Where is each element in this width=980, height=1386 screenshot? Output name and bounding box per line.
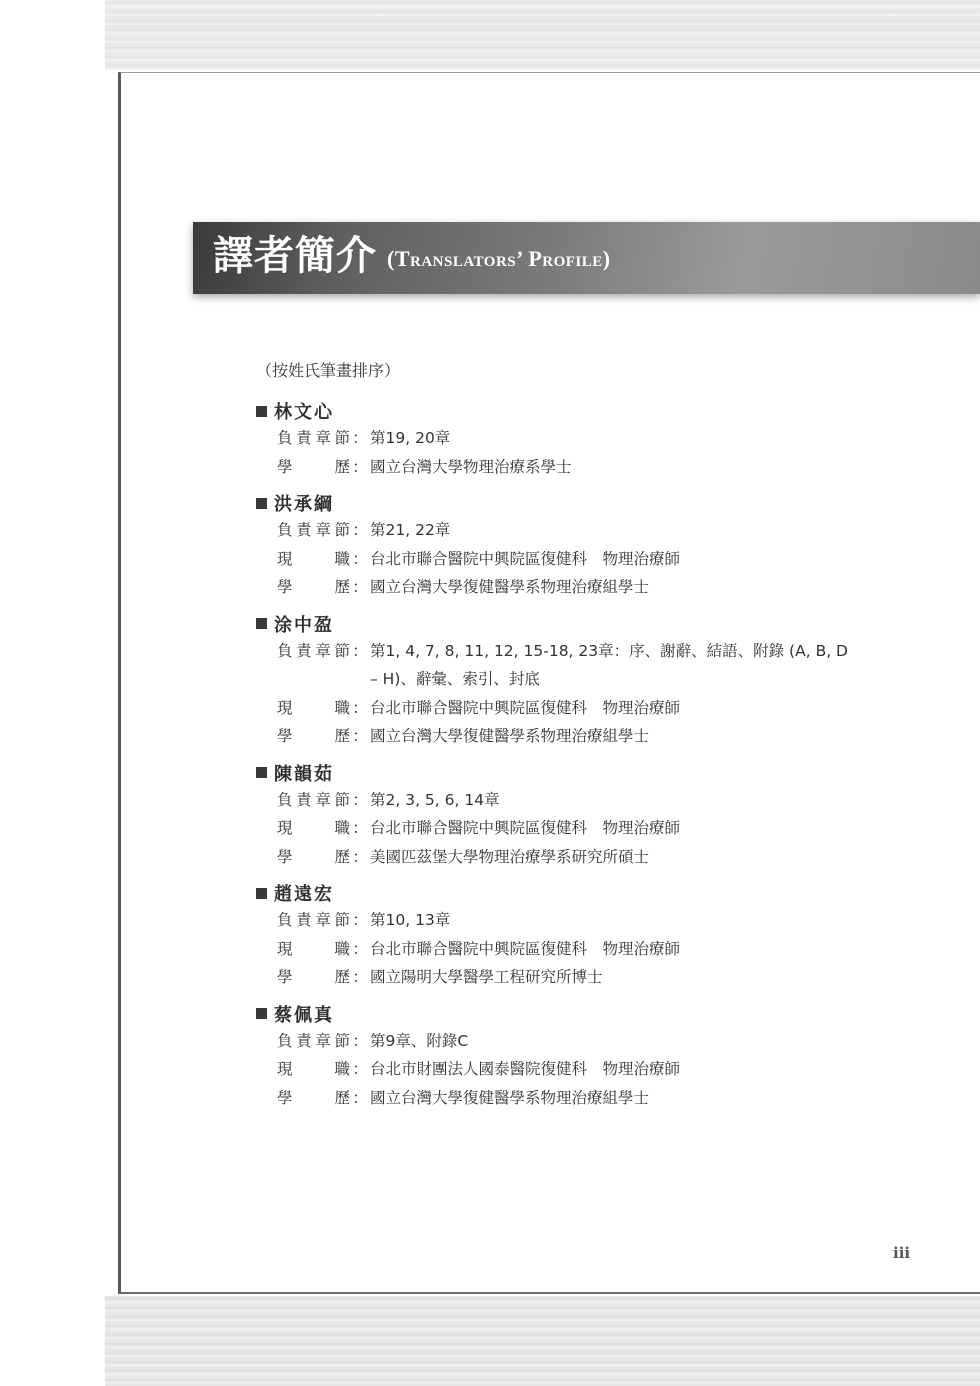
colon-separator: ： [352, 521, 368, 539]
info-value: 台北市聯合醫院中興院區復健科 物理治療師 [370, 698, 681, 717]
scan-band-top [105, 0, 980, 70]
info-row [277, 722, 896, 751]
info-value: 國立陽明大學醫學工程研究所博士 [370, 968, 603, 986]
info-row [277, 1027, 896, 1056]
translator-name: 涂中盈 [274, 614, 334, 636]
info-label: 現職 [277, 549, 350, 568]
square-bullet-icon [256, 498, 267, 509]
colon-separator: ： [352, 968, 368, 986]
info-label: 負責章節 [277, 521, 350, 539]
info-value: 台北市聯合醫院中興院區復健科 物理治療師 [370, 939, 681, 958]
info-label: 學歷 [277, 968, 350, 986]
info-value: 台北市聯合醫院中興院區復健科 物理治療師 [370, 819, 681, 837]
colon-separator: ： [352, 847, 368, 866]
square-bullet-icon [256, 618, 267, 629]
page-number: iii [893, 1244, 911, 1262]
translator-name: 陳韻茹 [274, 763, 334, 785]
translator-entry [256, 490, 896, 602]
translator-name-row [256, 398, 896, 424]
info-row [277, 814, 896, 843]
translator-entry [256, 398, 896, 481]
info-value: 第2, 3, 5, 6, 14章 [370, 790, 500, 809]
translator-name: 洪承綱 [274, 494, 334, 515]
info-label: 現職 [277, 819, 350, 837]
info-value: 第21, 22章 [370, 521, 451, 539]
square-bullet-icon [256, 888, 267, 899]
translator-name: 林文心 [274, 402, 334, 423]
square-bullet-icon [256, 767, 267, 778]
info-label: 學歷 [277, 457, 350, 476]
title-english: (Translators’ Profile) [387, 246, 611, 271]
scan-band-bottom [105, 1296, 980, 1386]
info-row [277, 453, 896, 482]
info-value: 美國匹茲堡大學物理治療學系研究所碩士 [370, 847, 650, 866]
colon-separator: ： [352, 939, 368, 958]
colon-separator: ： [352, 911, 368, 929]
info-value: 第10, 13章 [370, 911, 451, 929]
title-chinese: 譯者簡介 [213, 232, 377, 279]
colon-separator: ： [352, 549, 368, 568]
info-row [277, 573, 896, 602]
info-row [277, 637, 896, 694]
translator-entry [256, 880, 896, 992]
colon-separator: ： [352, 429, 368, 447]
info-value: 第9章、附錄C [370, 1031, 469, 1050]
info-value: 國立台灣大學復健醫學系物理治療組學士 [370, 1088, 650, 1107]
translator-name-row [256, 490, 896, 516]
info-row [277, 843, 896, 872]
translator-entry [256, 760, 896, 872]
info-value: 台北市財團法人國泰醫院復健科 物理治療師 [370, 1060, 681, 1078]
colon-separator: ： [352, 1031, 368, 1050]
info-row [277, 1084, 896, 1113]
info-label: 現職 [277, 1060, 350, 1078]
translator-name-row [256, 1001, 896, 1027]
translator-name-row [256, 760, 896, 786]
translator-name-row [256, 611, 896, 637]
info-value: 台北市聯合醫院中興院區復健科 物理治療師 [370, 549, 681, 568]
translator-name-row [256, 880, 896, 906]
info-value: 國立台灣大學復健醫學系物理治療組學士 [370, 578, 650, 596]
info-row [277, 963, 896, 992]
info-label: 現職 [277, 939, 350, 958]
info-label: 學歷 [277, 578, 350, 596]
square-bullet-icon [256, 406, 267, 417]
sort-note: （按姓氏筆畫排序） [256, 361, 401, 380]
info-row [277, 906, 896, 935]
colon-separator: ： [352, 1088, 368, 1107]
info-label: 負責章節 [277, 911, 350, 929]
info-label: 負責章節 [277, 790, 350, 809]
translator-entry [256, 1001, 896, 1113]
translator-list [256, 398, 896, 1121]
info-label: 負責章節 [277, 429, 350, 447]
info-label: 負責章節 [277, 1031, 350, 1050]
colon-separator: ： [352, 457, 368, 476]
info-row [277, 545, 896, 574]
translator-name: 趙遠宏 [274, 884, 334, 905]
info-row [277, 935, 896, 964]
info-label: 負責章節 [277, 641, 350, 660]
colon-separator: ： [352, 698, 368, 717]
info-row [277, 424, 896, 453]
square-bullet-icon [256, 1008, 267, 1019]
page-title [213, 230, 611, 285]
colon-separator: ： [352, 727, 368, 745]
info-value: 第19, 20章 [370, 429, 451, 447]
info-row [277, 694, 896, 723]
info-value: 國立台灣大學復健醫學系物理治療組學士 [370, 727, 650, 745]
info-label: 學歷 [277, 727, 350, 745]
translator-entry [256, 611, 896, 751]
info-row [277, 516, 896, 545]
info-row [277, 1055, 896, 1084]
info-label: 學歷 [277, 847, 350, 866]
info-row [277, 786, 896, 815]
info-value: 國立台灣大學物理治療系學士 [370, 457, 572, 476]
colon-separator: ： [352, 1060, 368, 1078]
colon-separator: ： [352, 578, 368, 596]
info-label: 現職 [277, 698, 350, 717]
translator-name: 蔡佩真 [274, 1004, 334, 1026]
colon-separator: ： [352, 641, 368, 660]
section-banner [193, 222, 980, 294]
colon-separator: ： [352, 790, 368, 809]
colon-separator: ： [352, 819, 368, 837]
info-label: 學歷 [277, 1088, 350, 1107]
info-value: 第1, 4, 7, 8, 11, 12, 15-18, 23章：序、謝辭、結語、附錄 (A, B, D – H)、辭彙、索引、封底 [370, 641, 848, 688]
